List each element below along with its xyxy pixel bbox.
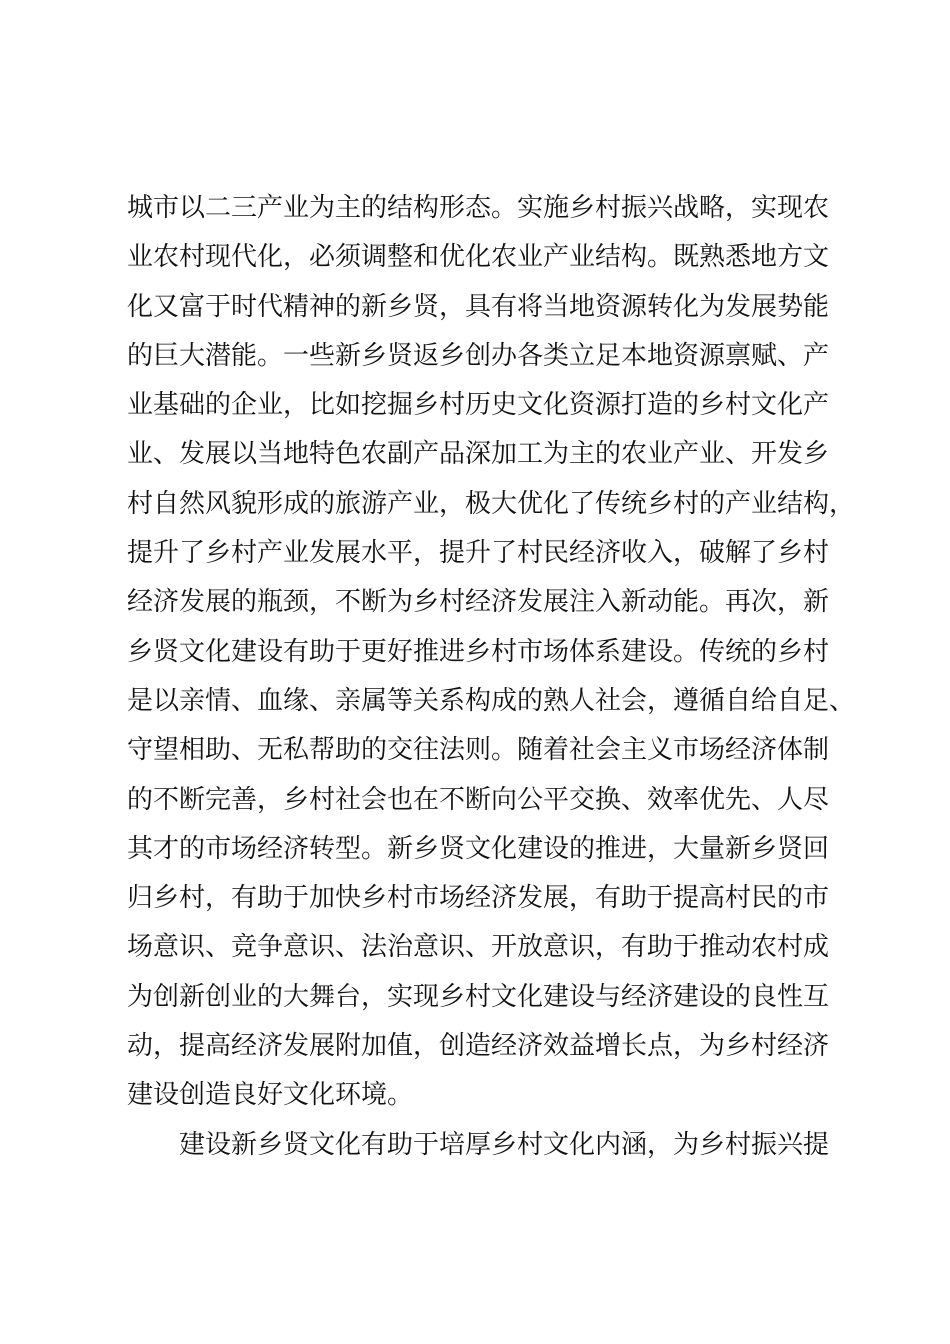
- text-line: 其才的市场经济转型。新乡贤文化建设的推进，大量新乡贤回: [127, 833, 830, 864]
- text-line: 提升了乡村产业发展水平，提升了村民经济收入，破解了乡村: [127, 538, 830, 569]
- text-line: 的巨大潜能。一些新乡贤返乡创办各类立足本地资源禀赋、产: [127, 340, 830, 371]
- text-line: 守望相助、无私帮助的交往法则。随着社会主义市场经济体制: [127, 735, 830, 766]
- text-line: 乡贤文化建设有助于更好推进乡村市场体系建设。传统的乡村: [127, 636, 830, 667]
- text-line: 经济发展的瓶颈，不断为乡村经济发展注入新动能。再次，新: [127, 587, 830, 618]
- text-line: 归乡村，有助于加快乡村市场经济发展，有助于提高村民的市: [127, 883, 830, 914]
- text-line: 业、发展以当地特色农副产品深加工为主的农业产业、开发乡: [127, 439, 830, 470]
- body-text: [127, 184, 867, 1170]
- text-line: 业农村现代化，必须调整和优化农业产业结构。既熟悉地方文: [127, 242, 830, 273]
- text-line: 为创新创业的大舞台，实现乡村文化建设与经济建设的良性互: [127, 981, 830, 1012]
- text-line: 业基础的企业，比如挖掘乡村历史文化资源打造的乡村文化产: [127, 390, 830, 421]
- text-line: 场意识、竞争意识、法治意识、开放意识，有助于推动农村成: [127, 932, 830, 963]
- paragraph-start-line: 建设新乡贤文化有助于培厚乡村文化内涵，为乡村振兴提: [179, 1129, 830, 1160]
- text-line: 动，提高经济发展附加值，创造经济效益增长点，为乡村经济: [127, 1031, 830, 1062]
- text-line: 的不断完善，乡村社会也在不断向公平交换、效率优先、人尽: [127, 784, 830, 815]
- text-line: 建设创造良好文化环境。: [127, 1080, 414, 1111]
- text-line: 化又富于时代精神的新乡贤，具有将当地资源转化为发展势能: [127, 291, 830, 322]
- text-line: 村自然风貌形成的旅游产业，极大优化了传统乡村的产业结构，: [127, 488, 856, 519]
- text-line: 城市以二三产业为主的结构形态。实施乡村振兴战略，实现农: [127, 193, 830, 223]
- text-line: 是以亲情、血缘、亲属等关系构成的熟人社会，遵循自给自足、: [127, 685, 856, 716]
